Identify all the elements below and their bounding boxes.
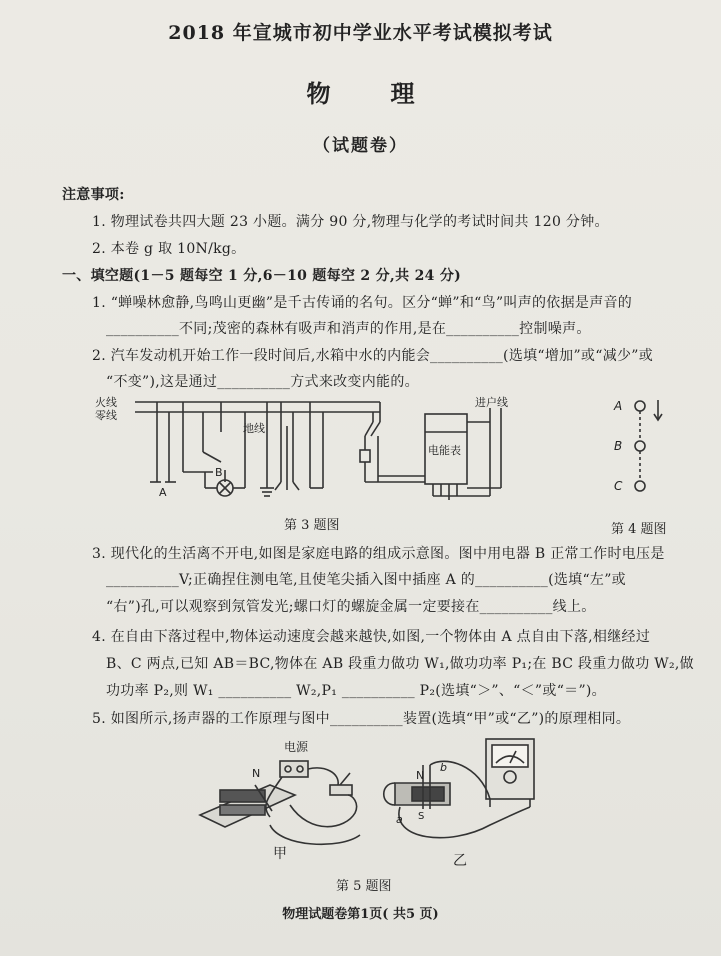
- exam-title: 2018 年宣城市初中学业水平考试模拟考试: [168, 22, 553, 44]
- question-3-line: __________V;正确捏住测电笔,且使笔尖插入图中插座 A 的__________(选填“左”或: [106, 572, 626, 588]
- figure-5-label-jia: 甲: [273, 846, 287, 862]
- question-3-line: 3. 现代化的生活离不开电,如图是家庭电路的组成示意图。图中用电器 B 正常工作时电压是: [92, 546, 665, 562]
- live-wire-label: 火线: [95, 396, 117, 409]
- question-1-line: 1. “蝉噪林愈静,鸟鸣山更幽”是千古传诵的名句。区分“蝉”和“鸟”叫声的依据是声音的: [92, 295, 633, 311]
- socket-a-label: A: [159, 486, 167, 499]
- entry-wire-label: 进户线: [475, 396, 508, 409]
- point-c-label: C: [614, 479, 623, 493]
- point-a-label: A: [614, 399, 623, 413]
- question-4-line: 4. 在自由下落过程中,物体运动速度会越来越快,如图,一个物体由 A 点自由下落,相继经过: [92, 629, 651, 645]
- question-2-line: 2. 汽车发动机开始工作一段时间后,水箱中水的内能会__________(选填“增加”或“减少”或: [92, 348, 654, 364]
- paper-type: （试题卷）: [313, 136, 408, 156]
- question-5-line: 5. 如图所示,扬声器的工作原理与图中__________装置(选填“甲”或“乙”)的原理相同。: [92, 711, 631, 727]
- wire-b-label: b: [440, 761, 447, 774]
- pole-s-label: S: [418, 811, 425, 822]
- figure-4-caption: 第 4 题图: [611, 522, 667, 537]
- note-item: 2. 本卷 g 取 10N/kg。: [92, 241, 246, 257]
- figure-5-apparatus: [190, 735, 570, 865]
- notes-heading: 注意事项:: [62, 187, 125, 203]
- meter-label: 电能表: [428, 444, 461, 457]
- page-footer: 物理试题卷第1页( 共5 页): [282, 907, 439, 922]
- wire-a-label: a: [396, 813, 403, 826]
- figure-3-caption: 第 3 题图: [284, 518, 340, 533]
- note-item: 1. 物理试卷共四大题 23 小题。满分 90 分,物理与化学的考试时间共 120 分钟。: [92, 214, 609, 230]
- question-4-line: B、C 两点,已知 AB＝BC,物体在 AB 段重力做功 W₁,做功功率 P₁;在 BC 段重力做功 W₂,做: [106, 656, 694, 672]
- figure-4-falling-object: [610, 396, 670, 496]
- figure-3-household-circuit: [95, 392, 535, 508]
- question-3-line: “右”)孔,可以观察到氖管发光;螺口灯的螺旋金属一定要接在__________线上。: [106, 599, 596, 615]
- question-1-line: __________不同;茂密的森林有吸声和消声的作用,是在__________控制噪声。: [106, 321, 591, 337]
- pole-n-right-label: N: [416, 769, 425, 782]
- ground-wire-label: 地线: [243, 422, 265, 435]
- pole-n-left-label: N: [252, 767, 261, 780]
- question-4-line: 功功率 P₂,则 W₁ __________ W₂,P₁ __________ P₂(选填“＞”、“＜”或“＝”)。: [106, 683, 606, 699]
- lamp-b-label: B: [215, 466, 223, 479]
- power-source-label: 电源: [284, 740, 309, 754]
- point-b-label: B: [614, 439, 623, 453]
- figure-5-label-yi: 乙: [453, 853, 467, 869]
- question-2-line: “不变”),这是通过__________方式来改变内能的。: [106, 374, 419, 390]
- section-heading: 一、填空题(1－5 题每空 1 分,6－10 题每空 2 分,共 24 分): [62, 268, 462, 284]
- subject-title: 物理: [306, 79, 475, 108]
- neutral-wire-label: 零线: [95, 409, 117, 422]
- figure-5-caption: 第 5 题图: [336, 879, 392, 894]
